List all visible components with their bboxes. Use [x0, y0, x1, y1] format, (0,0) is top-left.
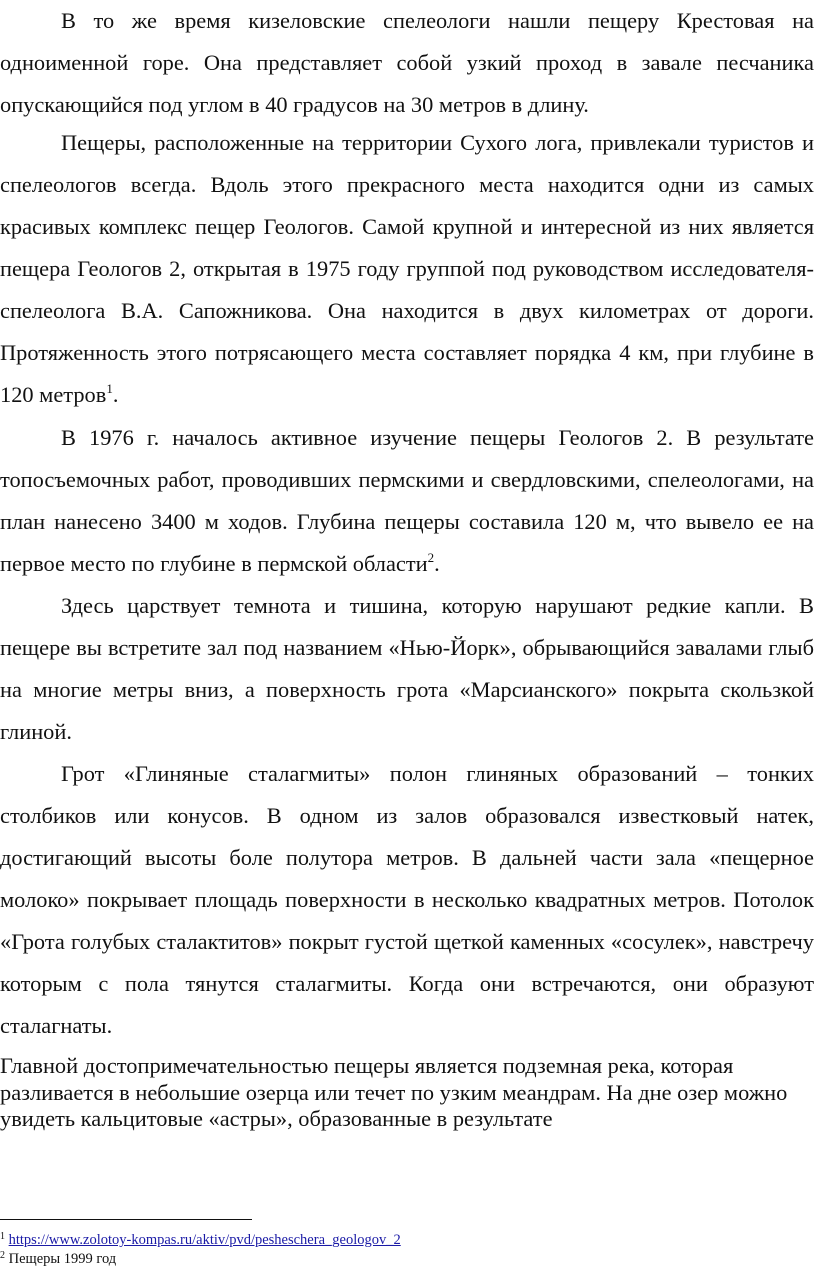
footnote-1: $^1$ https://www.zolotoy-kompas.ru/aktiv/pvd/pesheschera_geologov_2: [0, 1231, 401, 1248]
footnote-ref-2[interactable]: 2: [427, 550, 435, 565]
footnote-1-link[interactable]: https://www.zolotoy-kompas.ru/aktiv/pvd/pesheschera_geologov_2: [8, 1232, 401, 1248]
paragraph-geologov-cave: Пещеры, расположенные на территории Сухого лога, привлекали туристов и спелеологов всегда. Вдоль этого прекрасного места находится одни из самых красивых комплекс пещер Геологов. Самой крупной и интересной из них является пещера Геологов 2, открытая в 1975 году группой под руководством исследователя-спелеолога В.А. Сапожникова. Она находится в двух километрах от дороги. Протяженность этого потрясающего места составляет порядка 4 км, при глубине в 120 метров$^1$.: [0, 130, 814, 407]
paragraph-clay-stalagmites: Грот «Глиняные сталагмиты» полон глиняных образований – тонких столбиков или конусов. В одном из залов образовался известковый натек, достигающий высоты боле полутора метров. В дальней части зала «пещерное молоко» покрывает площадь поверхности в несколько квадратных метров. Потолок «Грота голубых сталактитов» покрыт густой щеткой каменных «сосулек», навстречу которым с пола тянутся сталагмиты. Когда они встречаются, они образуют сталагнаты.: [0, 761, 814, 1038]
footnote-2: $^2$ Пещеры 1999 год: [0, 1250, 117, 1267]
paragraph-krestovaya: В то же время кизеловские спелеологи нашли пещеру Крестовая на одноименной горе. Она представляет собой узкий проход в завале песчаника опускающийся под углом в 40 градусов на 30 метров в длину.: [0, 8, 814, 117]
footnote-ref-1[interactable]: 1: [106, 381, 113, 396]
paragraph-underground-river: Главной достопримечательностью пещеры является подземная река, которая разливается в небольшие озерца или течет по узким меандрам. На дне озер можно увидеть кальцитовые «астры», образованные в результате: [0, 1053, 788, 1131]
footnote-separator: [0, 1219, 252, 1220]
paragraph-1976-study: В 1976 г. началось активное изучение пещеры Геологов 2. В результате топосъемочных работ, проводивших пермскими и свердловскими, спелеологами, на план нанесено 3400 м ходов. Глубина пещеры составила 120 м, что вывело ее на первое место по глубине в пермской области$^2$.: [0, 425, 814, 576]
paragraph-darkness: Здесь царствует темнота и тишина, которую нарушают редкие капли. В пещере вы встретите зал под названием «Нью-Йорк», обрывающийся завалами глыб на многие метры вниз, а поверхность грота «Марсианского» покрыта скользкой глиной.: [0, 593, 814, 744]
